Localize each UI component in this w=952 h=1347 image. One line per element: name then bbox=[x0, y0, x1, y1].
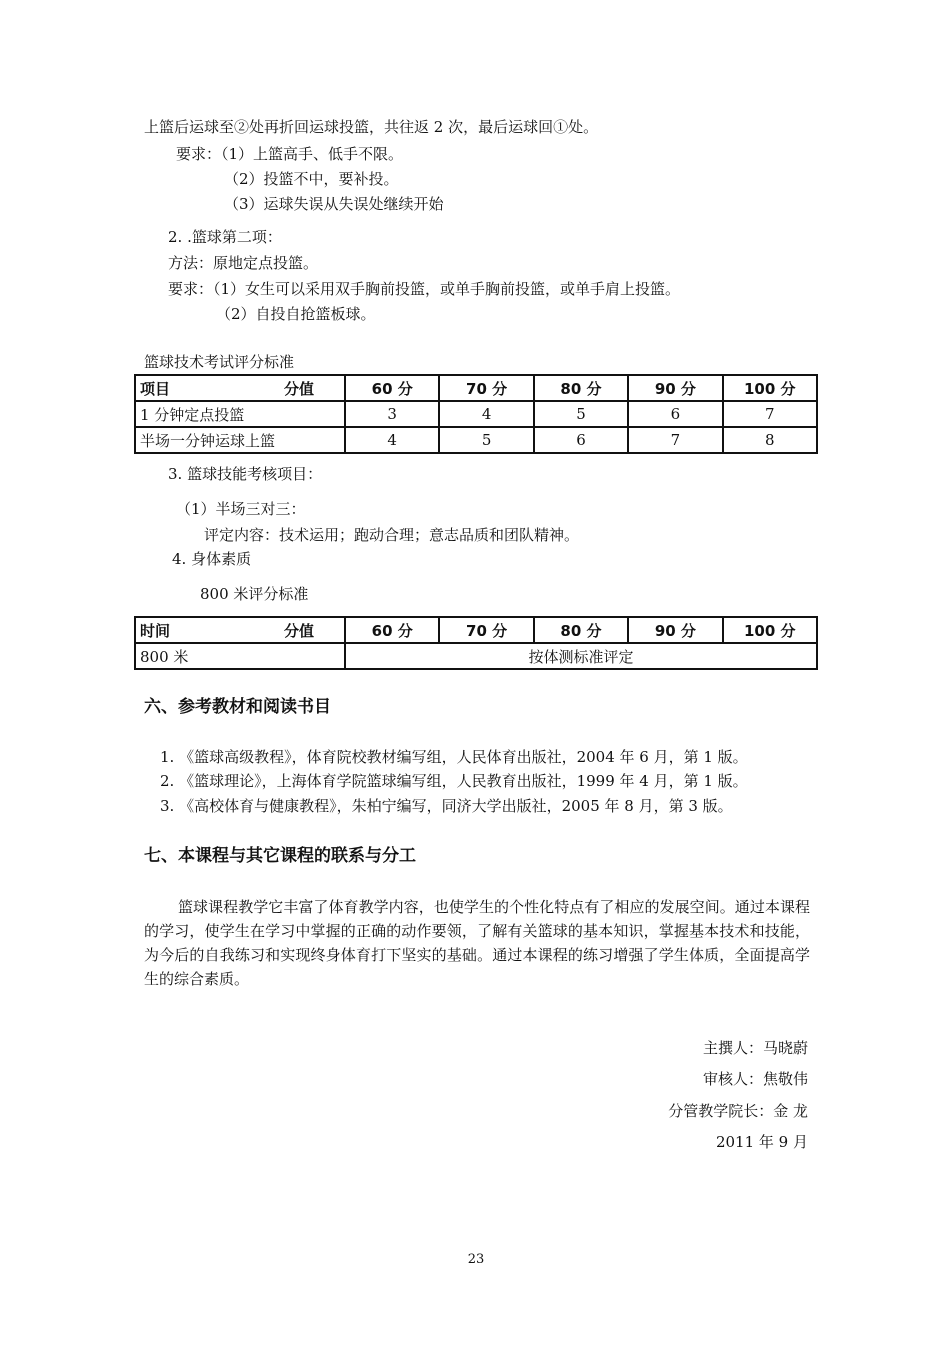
text-line-8: （2）自投自抢篮板球。 bbox=[216, 305, 376, 323]
table1-header-score: 分值 bbox=[283, 379, 314, 398]
basketball-score-table bbox=[134, 374, 818, 454]
reference-item: 3. 《高校体育与健康教程》，朱柏宁编写，同济大学出版社，2005 年 8 月，第 3 版。 bbox=[160, 797, 733, 815]
table1-header-cell: 90 分 bbox=[628, 375, 722, 401]
section3-item1-desc: 评定内容：技术运用；跑动合理；意志品质和团队精神。 bbox=[204, 526, 580, 544]
reviewer-line: 审核人：焦敬伟 bbox=[702, 1070, 808, 1088]
section3-item1: （1）半场三对三： bbox=[176, 500, 306, 518]
dean-line: 分管教学院长：金 龙 bbox=[668, 1102, 808, 1120]
text-line-4: （3）运球失误从失误处继续开始 bbox=[224, 195, 444, 213]
text-line-6: 方法：原地定点投篮。 bbox=[168, 254, 319, 272]
table2-header-cell: 90 分 bbox=[628, 617, 722, 643]
table2-caption: 800 米评分标准 bbox=[200, 585, 309, 603]
reference-item: 2. 《篮球理论》，上海体育学院篮球编写组，人民教育出版社，1999 年 4 月，第 1 版。 bbox=[160, 772, 748, 790]
table2-header-time: 时间 bbox=[140, 621, 171, 640]
table-cell: 3 bbox=[345, 401, 439, 427]
table1-header-cell: 80 分 bbox=[534, 375, 628, 401]
table1-caption: 篮球技术考试评分标准 bbox=[144, 353, 295, 371]
table-cell: 7 bbox=[628, 427, 722, 453]
table-cell: 5 bbox=[534, 401, 628, 427]
table1-header-row bbox=[135, 375, 817, 401]
table-cell: 7 bbox=[723, 401, 817, 427]
table2-header-row bbox=[135, 617, 817, 643]
table1-header-project-score bbox=[135, 375, 345, 401]
800m-score-table bbox=[134, 616, 818, 670]
table1-header-cell: 70 分 bbox=[439, 375, 533, 401]
table2-header-cell: 100 分 bbox=[723, 617, 817, 643]
table-cell: 6 bbox=[534, 427, 628, 453]
table-row bbox=[135, 643, 817, 669]
table-cell: 6 bbox=[628, 401, 722, 427]
section7-heading: 七、本课程与其它课程的联系与分工 bbox=[144, 846, 416, 866]
table2-header-score: 分值 bbox=[283, 621, 314, 640]
section6-heading: 六、参考教材和阅读书目 bbox=[144, 697, 331, 717]
row-label: 800 米 bbox=[135, 643, 345, 669]
row-label: 半场一分钟运球上篮 bbox=[135, 427, 345, 453]
author-line: 主撰人：马晓蔚 bbox=[702, 1039, 808, 1057]
text-line-1: 上篮后运球至②处再折回运球投篮，共往返 2 次，最后运球回①处。 bbox=[144, 118, 599, 136]
table-cell-merged: 按体测标准评定 bbox=[345, 643, 817, 669]
text-line-2: 要求：（1）上篮高手、低手不限。 bbox=[176, 145, 404, 163]
table-cell: 5 bbox=[439, 427, 533, 453]
section3-title: 3. 篮球技能考核项目： bbox=[168, 465, 323, 483]
table1-header-project: 项目 bbox=[140, 379, 171, 398]
page-number: 23 bbox=[467, 1252, 485, 1267]
table1-header-cell: 100 分 bbox=[723, 375, 817, 401]
section7-paragraph: 篮球课程教学它丰富了体育教学内容，也使学生的个性化特点有了相应的发展空间。通过本课程的学习，使学生在学习中掌握的正确的动作要领，了解有关篮球的基本知识，掌握基本技术和技能，为今后的自我练习和实现终身体育打下坚实的基础。通过本课程的练习增强了学生体质，全面提高学生的综合素质。 bbox=[144, 898, 810, 988]
table-cell: 8 bbox=[723, 427, 817, 453]
text-line-7: 要求：（1）女生可以采用双手胸前投篮，或单手胸前投篮，或单手肩上投篮。 bbox=[168, 280, 681, 298]
table-cell: 4 bbox=[439, 401, 533, 427]
table2-header-time-score bbox=[135, 617, 345, 643]
table2-header-cell: 70 分 bbox=[439, 617, 533, 643]
section3-item4: 4. 身体素质 bbox=[172, 550, 252, 568]
text-line-3: （2）投篮不中，要补投。 bbox=[224, 170, 399, 188]
table-cell: 4 bbox=[345, 427, 439, 453]
table1-header-cell: 60 分 bbox=[345, 375, 439, 401]
table-row bbox=[135, 427, 817, 453]
reference-item: 1. 《篮球高级教程》，体育院校教材编写组，人民体育出版社，2004 年 6 月，第 1 版。 bbox=[160, 748, 748, 766]
table-row bbox=[135, 401, 817, 427]
row-label: 1 分钟定点投篮 bbox=[135, 401, 345, 427]
table2-header-cell: 60 分 bbox=[345, 617, 439, 643]
table2-header-cell: 80 分 bbox=[534, 617, 628, 643]
date-line: 2011 年 9 月 bbox=[715, 1133, 808, 1151]
text-line-5: 2. .篮球第二项： bbox=[168, 228, 282, 246]
